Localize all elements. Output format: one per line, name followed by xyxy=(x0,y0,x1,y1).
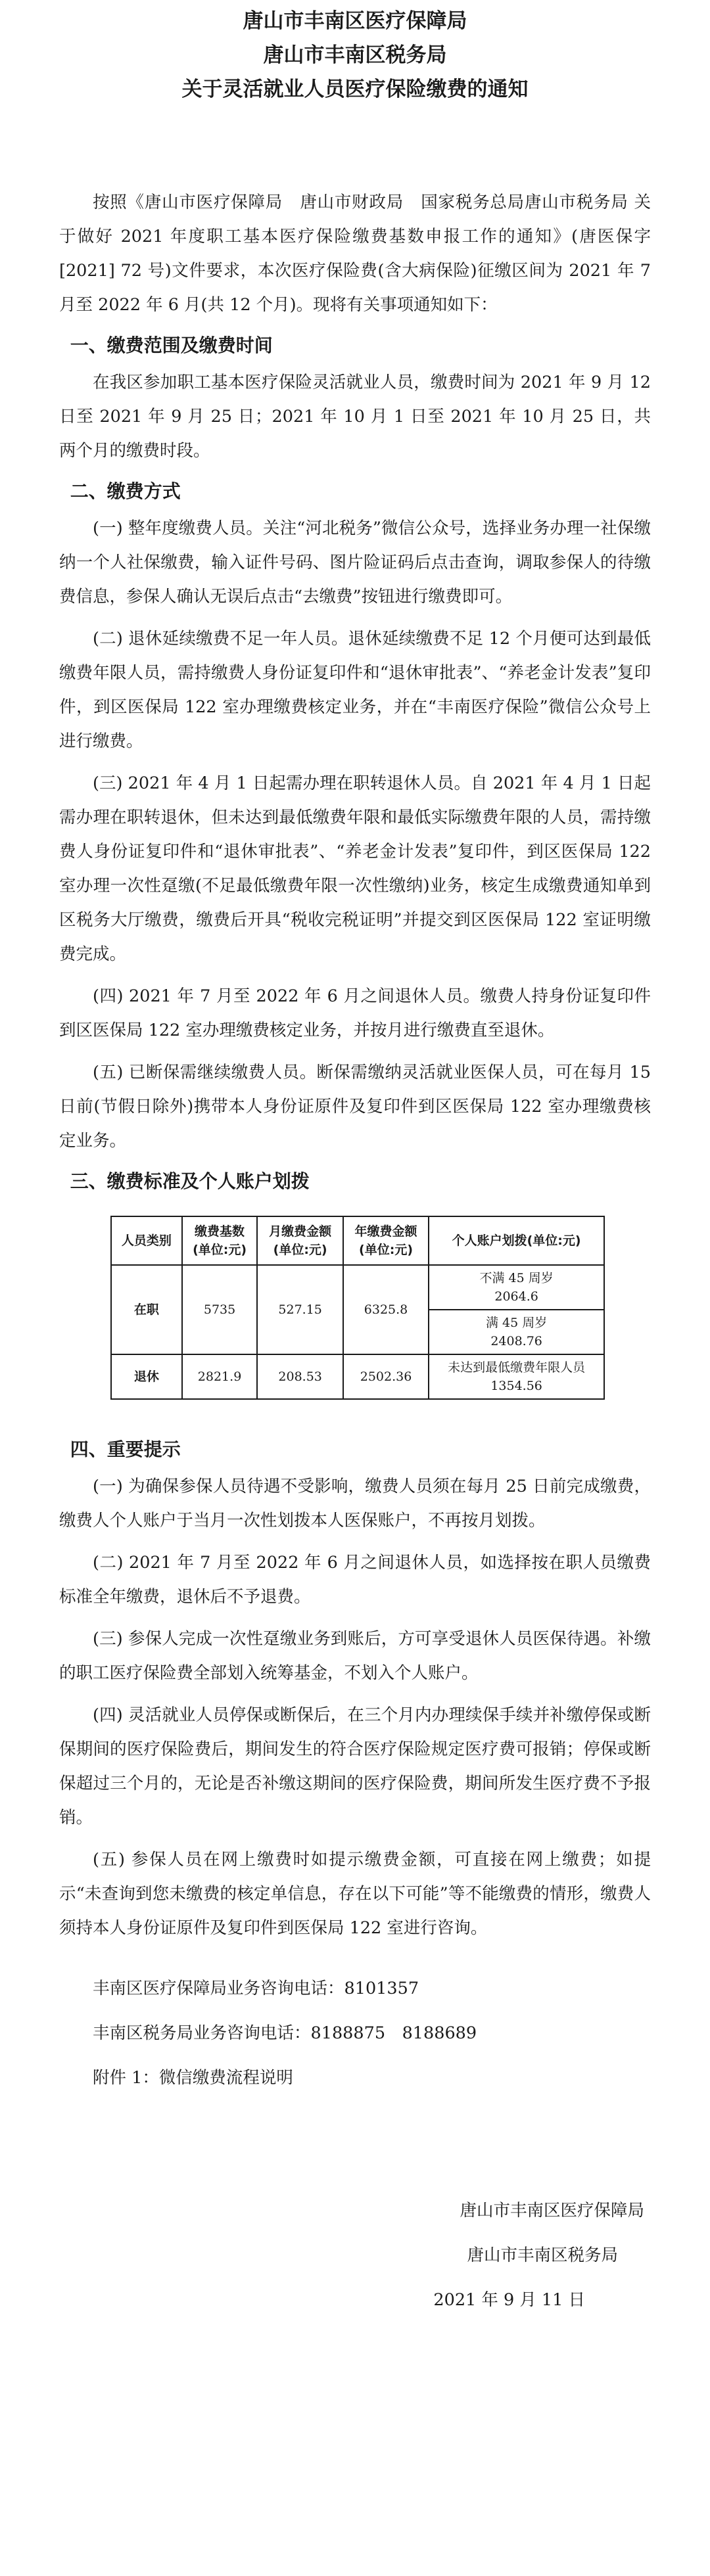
header-annual xyxy=(343,1216,429,1265)
section-4-item-4: (四) 灵活就业人员停保或断保后，在三个月内办理续保手续并补缴停保或断保期间的医疗保险费后，期间发生的符合医疗保险规定医疗费可报销；停保或断保超过三个月的，无论是否补缴这期间的医疗保险费，期间所发生医疗费不予报销。 xyxy=(59,1705,651,1828)
section-4-item-2: (二) 2021 年 7 月至 2022 年 6 月之间退休人员，如选择按在职人员缴费标准全年缴费，退休后不予退费。 xyxy=(59,1553,651,1607)
header-account xyxy=(429,1216,604,1265)
section-1-heading: 一、缴费范围及缴费时间 xyxy=(70,334,273,356)
header-category xyxy=(111,1216,182,1265)
row-category-employed: 在职 xyxy=(111,1265,182,1354)
header-base-label: 缴费基数 (单位:元) xyxy=(193,1224,247,1257)
row-account-over-45: 满 45 周岁 2408.76 xyxy=(429,1310,604,1354)
row-account-retired: 未达到最低缴费年限人员 1354.56 xyxy=(429,1354,604,1399)
header-account-label: 个人账户划拨(单位:元) xyxy=(452,1233,581,1248)
section-3-heading: 三、缴费标准及个人账户划拨 xyxy=(70,1170,310,1192)
attachment-note: 附件 1：微信缴费流程说明 xyxy=(93,2068,293,2088)
section-4-item-5: (五) 参保人员在网上缴费时如提示缴费金额，可直接在网上缴费；如提示“未查询到您未缴费的核定单信息，存在以下可能”等不能缴费的情形，缴费人须持本人身份证原件及复印件到医保局 122 室进行咨询。 xyxy=(59,1850,651,1938)
table-row xyxy=(111,1354,604,1399)
section-2-heading: 二、缴费方式 xyxy=(70,480,181,502)
section-2-item-4: (四) 2021 年 7 月至 2022 年 6 月之间退休人员。缴费人持身份证复印件到区医保局 122 室办理缴费核定业务，并按月进行缴费直至退休。 xyxy=(59,986,651,1040)
row-monthly-retired: 208.53 xyxy=(257,1354,343,1399)
intro-paragraph: 按照《唐山市医疗保障局 唐山市财政局 国家税务总局唐山市税务局 关于做好 2021 年度职工基本医疗保险缴费基数申报工作的通知》(唐医保字[2021] 72 号)文件要求，本次医疗保险费(含大病保险)征缴区间为 2021 年 7 月至 2022 年 6 月(共 12 个月)。现将有关事项通知如下： xyxy=(59,193,651,315)
tax-bureau-phone: 丰南区税务局业务咨询电话：8188875 8188689 xyxy=(93,2023,477,2043)
section-4-item-3: (三) 参保人完成一次性趸缴业务到账后，方可享受退休人员医保待遇。补缴的职工医疗保险费全部划入统筹基金，不划入个人账户。 xyxy=(59,1629,651,1683)
header-category-label: 人员类别 xyxy=(121,1233,172,1248)
section-2-item-3: (三) 2021 年 4 月 1 日起需办理在职转退休人员。自 2021 年 4 月 1 日起需办理在职转退休，但未达到最低缴费年限和最低实际缴费年限的人员，需持缴费人身份证复印件和“退休审批表”、“养老金计发表”复印件，到区医保局 122 室办理一次性趸缴(不足最低缴费年限一次性缴纳)业务，核定生成缴费通知单到区税务大厅缴费，缴费后开具“税收完税证明”并提交到区医保局 122 室证明缴费完成。 xyxy=(59,773,651,964)
signature-block xyxy=(59,2194,651,2317)
section-2-item-2: (二) 退休延续缴费不足一年人员。退休延续缴费不足 12 个月便可达到最低缴费年限人员，需持缴费人身份证复印件和“退休审批表”、“养老金计发表”复印件，到区医保局 122 室办理缴费核定业务，并在“丰南医疗保险”微信公众号上进行缴费。 xyxy=(59,629,651,751)
issuer-medical-bureau: 唐山市丰南区医疗保障局 xyxy=(243,9,467,33)
section-2-item-1: (一) 整年度缴费人员。关注“河北税务”微信公众号，选择业务办理一社保缴纳一个人社保缴费，输入证件号码、图片险证码后点击查询，调取参保人的待缴费信息，参保人确认无误后点击“去缴费”按钮进行缴费即可。 xyxy=(59,518,651,607)
row-base-retired: 2821.9 xyxy=(182,1354,258,1399)
header-base xyxy=(182,1216,258,1265)
document-title: 关于灵活就业人员医疗保险缴费的通知 xyxy=(181,78,529,101)
header-monthly xyxy=(257,1216,343,1265)
signature-date: 2021 年 9 月 11 日 xyxy=(433,2290,585,2310)
section-2-item-5: (五) 已断保需继续缴费人员。断保需缴纳灵活就业医保人员，可在每月 15 日前(节假日除外)携带本人身份证原件及复印件到区医保局 122 室办理缴费核定业务。 xyxy=(59,1063,651,1151)
table-row xyxy=(111,1265,604,1310)
medical-bureau-phone: 丰南区医疗保障局业务咨询电话：8101357 xyxy=(93,1979,419,1998)
row-category-retired: 退休 xyxy=(111,1354,182,1399)
signature-medical-bureau: 唐山市丰南区医疗保障局 xyxy=(460,2201,644,2220)
table-header-row xyxy=(111,1216,604,1265)
section-4-heading: 四、重要提示 xyxy=(70,1438,181,1460)
section-4-item-1: (一) 为确保参保人员待遇不受影响，缴费人员须在每月 25 日前完成缴费，缴费人个人账户于当月一次性划拨本人医保账户，不再按月划拨。 xyxy=(59,1477,651,1530)
row-base-employed: 5735 xyxy=(182,1265,258,1354)
document-header xyxy=(59,0,651,106)
section-1-text: 在我区参加职工基本医疗保险灵活就业人员，缴费时间为 2021 年 9 月 12 日至 2021 年 9 月 25 日；2021 年 10 月 1 日至 2021 年 10 月 25 日，共两个月的缴费时段。 xyxy=(59,373,651,461)
row-annual-employed: 6325.8 xyxy=(343,1265,429,1354)
contact-block xyxy=(59,1971,651,2095)
issuer-tax-bureau: 唐山市丰南区税务局 xyxy=(263,43,447,67)
header-monthly-label: 月缴费金额 (单位:元) xyxy=(269,1224,332,1257)
row-account-under-45: 不满 45 周岁 2064.6 xyxy=(429,1265,604,1310)
row-monthly-employed: 527.15 xyxy=(257,1265,343,1354)
header-annual-label: 年缴费金额 (单位:元) xyxy=(354,1224,417,1257)
signature-tax-bureau: 唐山市丰南区税务局 xyxy=(467,2245,618,2265)
row-annual-retired: 2502.36 xyxy=(343,1354,429,1399)
fee-standard-table xyxy=(110,1216,605,1400)
